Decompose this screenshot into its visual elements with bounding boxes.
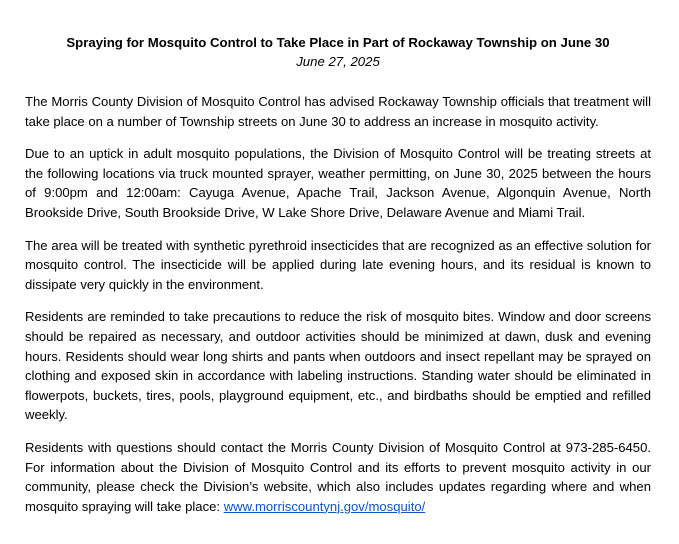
paragraph-contact xyxy=(25,438,651,516)
paragraph-announcement: The Morris County Division of Mosquito Control has advised Rockaway Township officials that treatment will take place on a number of Township streets on June 30 to address an increase in mosquito activity. xyxy=(25,94,651,129)
document-date: June 27, 2025 xyxy=(296,54,380,69)
contact-text: Residents with questions should contact the Morris County Division of Mosquito Control at 973-285-6450. For information about the Division of Mosquito Control and its efforts to prevent mosquito activity in our community, please check the Division’s website, which also includes updates regarding where and when mosquito spraying will take place: xyxy=(25,439,651,514)
paragraph-insecticide: The area will be treated with synthetic pyrethroid insecticides that are recognized as an effective solution for mosquito control. The insecticide will be applied during late evening hours, and its residual is known to dissipate very quickly in the environment. xyxy=(25,237,651,292)
mosquito-website-link[interactable]: www.morriscountynj.gov/mosquito/ xyxy=(223,498,426,514)
document-title: Spraying for Mosquito Control to Take Place in Part of Rockaway Township on June 30 xyxy=(66,35,610,50)
paragraph-locations: Due to an uptick in adult mosquito populations, the Division of Mosquito Control will be treating streets at the following locations via truck mounted sprayer, weather permitting, on June 30, 2025 between the hours of 9:00pm and 12:00am: Cayuga Avenue, Apache Trail, Jackson Avenue, Algonquin Avenue, North Brookside Drive, South Brookside Drive, W Lake Shore Drive, Delaware Avenue and Miami Trail. xyxy=(25,146,651,220)
paragraph-precautions: Residents are reminded to take precautions to reduce the risk of mosquito bites. Window and door screens should be repaired as necessary, and outdoor activities should be minimized at dawn, dusk and evening hours. Residents should wear long shirts and pants when outdoors and insect repellant may be sprayed on clothing and exposed skin in accordance with labeling instructions. Standing water should be eliminated in flowerpots, buckets, tires, pools, playground equipment, etc., and birdbaths should be emptied and refilled weekly. xyxy=(25,309,651,423)
